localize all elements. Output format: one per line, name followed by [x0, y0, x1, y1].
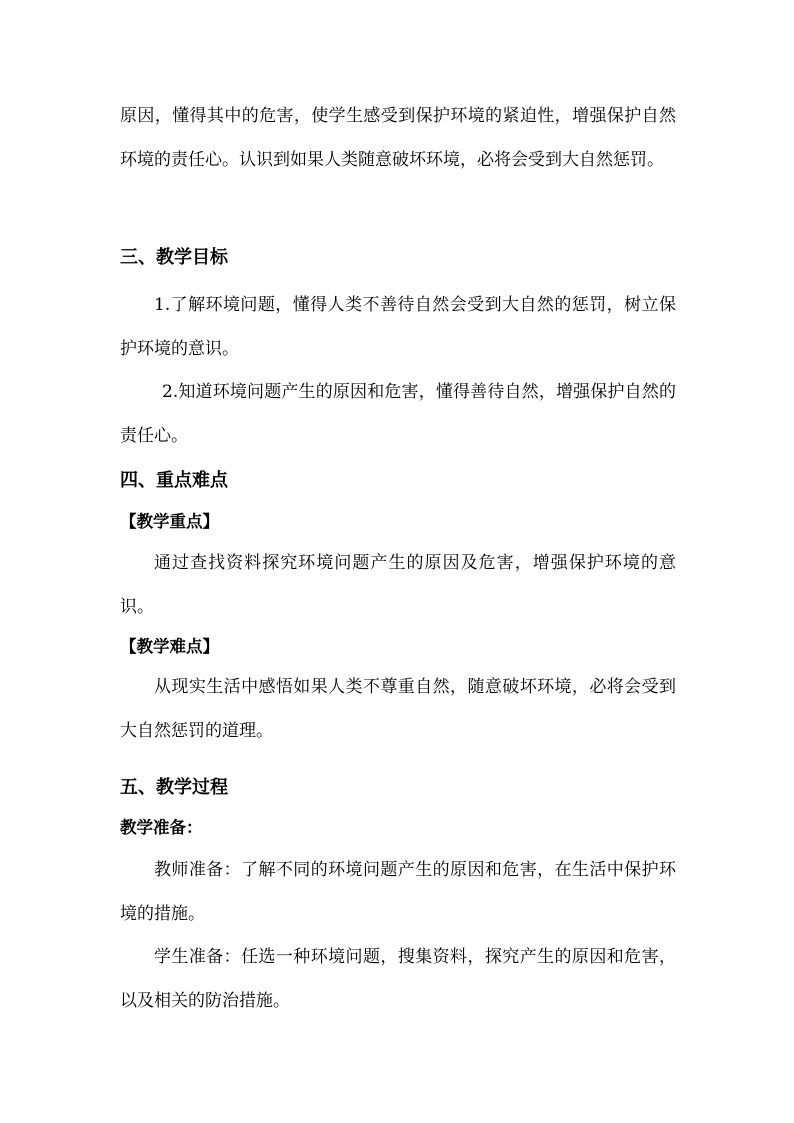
goal-item-1: 1.了解环境问题，懂得人类不善待自然会受到大自然的惩罚，树立保护环境的意识。: [120, 295, 676, 359]
key-point-text: 通过查找资料探究环境问题产生的原因及危害，增强保护环境的意识。: [120, 553, 676, 617]
difficulty-label: 【教学难点】: [120, 637, 219, 656]
student-preparation: 学生准备：任选一种环境问题，搜集资料，探究产生的原因和危害，以及相关的防治措施。: [120, 947, 676, 1011]
difficulty-text: 从现实生活中感悟如果人类不尊重自然，随意破坏环境，必将会受到大自然惩罚的道理。: [120, 677, 676, 741]
intro-paragraph: 原因，懂得其中的危害，使学生感受到保护环境的紧迫性，增强保护自然环境的责任心。认识到如果人类随意破坏环境，必将会受到大自然惩罚。: [120, 106, 676, 170]
teacher-preparation: 教师准备：了解不同的环境问题产生的原因和危害，在生活中保护环境的措施。: [120, 860, 676, 924]
section-heading-teaching-goals: 三、教学目标: [120, 247, 228, 268]
preparation-label: 教学准备：: [120, 818, 203, 837]
section-heading-key-points: 四、重点难点: [120, 470, 228, 491]
goal-item-2: 2.知道环境问题产生的原因和危害，懂得善待自然，增强保护自然的责任心。: [120, 382, 676, 446]
key-point-label: 【教学重点】: [120, 512, 219, 531]
section-heading-teaching-process: 五、教学过程: [120, 777, 228, 798]
